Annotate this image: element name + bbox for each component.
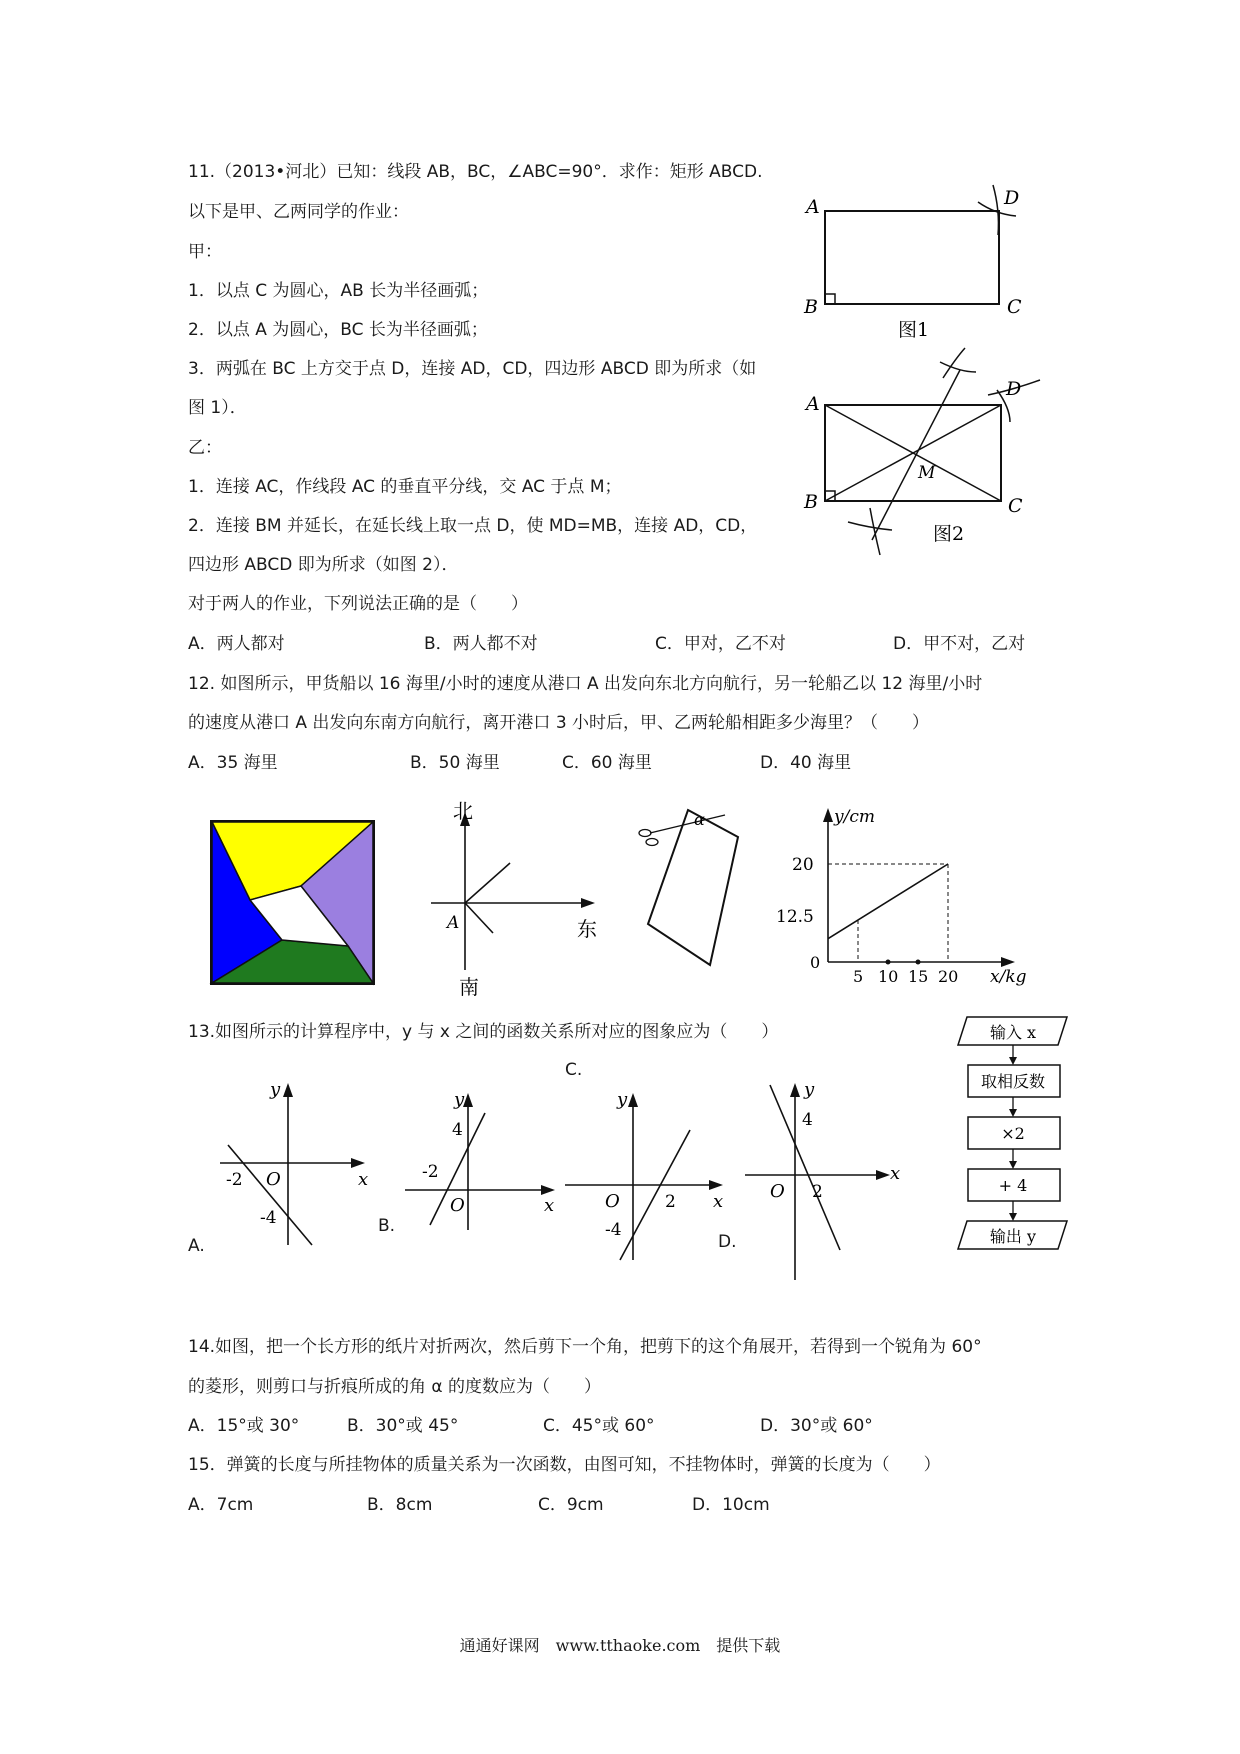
fig1-label-a: A xyxy=(806,196,820,218)
q12-line: 12. 如图所示，甲货船以 16 海里/小时的速度从港口 A 出发向东北方向航行，另一轮船乙以 12 海里/小时 xyxy=(188,674,983,694)
option-a: A．7cm xyxy=(188,1495,254,1515)
flow-negate: 取相反数 xyxy=(980,1072,1046,1091)
graph-a xyxy=(220,1075,380,1255)
option-d: D．甲不对，乙对 xyxy=(893,634,1026,654)
option-d: D．10cm xyxy=(692,1495,770,1515)
option-a: A．35 海里 xyxy=(188,753,278,773)
fig2-label-b: B xyxy=(804,491,818,513)
spring-graph xyxy=(776,800,1030,990)
graph-b-x: x xyxy=(544,1195,555,1216)
page-footer: 通通好课网 www.tthaoke.com 提供下载 xyxy=(459,1636,781,1655)
fig2-label-m: M xyxy=(918,463,936,483)
option-b: B．8cm xyxy=(367,1495,433,1515)
flow-output: 输出 y xyxy=(989,1227,1037,1246)
fig1-label-c: C xyxy=(1007,296,1022,318)
graph-a-label: A. xyxy=(188,1236,205,1256)
graph-d-x: x xyxy=(890,1163,901,1184)
option-d: D．40 海里 xyxy=(760,753,852,773)
option-d: D．30°或 60° xyxy=(760,1416,873,1436)
compass-south: 南 xyxy=(459,975,479,999)
figure-1 xyxy=(800,180,1040,345)
option-b: B．两人都不对 xyxy=(424,634,538,654)
compass-origin: A xyxy=(447,913,460,933)
graph-c xyxy=(565,1085,735,1265)
graph-d-label: D. xyxy=(718,1232,737,1252)
graph-c-xintercept: 2 xyxy=(665,1192,676,1212)
fig1-label-b: B xyxy=(804,296,818,318)
option-a: A．15°或 30° xyxy=(188,1416,300,1436)
figure-2 xyxy=(800,350,1060,560)
spring-ytick: 12.5 xyxy=(776,907,814,927)
spring-ylabel: y/cm xyxy=(834,807,875,827)
fig2-label-d: D xyxy=(1006,378,1022,400)
fig1-label-d: D xyxy=(1004,187,1020,209)
q15-line: 15．弹簧的长度与所挂物体的质量关系为一次函数，由图可知，不挂物体时，弹簧的长度为（ ） xyxy=(188,1455,941,1475)
graph-b-y: y xyxy=(454,1089,465,1110)
q11-line: 2．以点 A 为圆心，BC 长为半径画弧； xyxy=(188,320,488,340)
q11-line: 四边形 ABCD 即为所求（如图 2）． xyxy=(188,555,459,575)
q11-line: 3．两弧在 BC 上方交于点 D，连接 AD，CD，四边形 ABCD 即为所求（如 xyxy=(188,359,757,379)
graph-d-xintercept: 2 xyxy=(812,1182,823,1202)
compass-north: 北 xyxy=(453,799,473,823)
spring-xtick: 5 xyxy=(853,967,864,986)
fig2-caption: 图2 xyxy=(933,523,965,545)
flowchart xyxy=(955,1015,1075,1285)
option-c: C．60 海里 xyxy=(562,753,652,773)
alpha-label: α xyxy=(694,810,705,829)
compass-figure xyxy=(425,800,605,1000)
q11-line: 1．连接 AC，作线段 AC 的垂直平分线，交 AC 于点 M； xyxy=(188,477,622,497)
q14-line: 的菱形，则剪口与折痕所成的角 α 的度数应为（ ） xyxy=(188,1377,602,1397)
q11-line: 甲： xyxy=(188,242,222,262)
graph-d-origin: O xyxy=(770,1181,785,1202)
fig2-label-c: C xyxy=(1008,495,1023,517)
option-c: C．45°或 60° xyxy=(543,1416,655,1436)
spring-ytick: 20 xyxy=(792,855,814,875)
spring-xlabel: x/kg xyxy=(990,967,1027,987)
q11-line: 对于两人的作业，下列说法正确的是（ ） xyxy=(188,594,528,614)
graph-b xyxy=(400,1085,560,1235)
graph-a-yintercept: -4 xyxy=(260,1208,277,1228)
q11-line: 11.（2013•河北）已知：线段 AB，BC，∠ABC=90°．求作：矩形 ABCD. xyxy=(188,162,763,182)
fig1-caption: 图1 xyxy=(898,319,930,341)
q13-line: 13.如图所示的计算程序中，y 与 x 之间的函数关系所对应的图象应为（ ） xyxy=(188,1022,779,1042)
graph-b-origin: O xyxy=(450,1195,465,1216)
graph-c-x: x xyxy=(713,1191,724,1212)
graph-a-x: x xyxy=(358,1169,369,1190)
fig2-label-a: A xyxy=(806,393,820,415)
option-b: B．50 海里 xyxy=(410,753,500,773)
q11-line: 1．以点 C 为圆心，AB 长为半径画弧； xyxy=(188,281,489,301)
graph-a-xintercept: -2 xyxy=(226,1170,243,1190)
q12-line: 的速度从港口 A 出发向东南方向航行，离开港口 3 小时后，甲、乙两轮船相距多少海里？（ ） xyxy=(188,713,930,733)
flow-plus4: + 4 xyxy=(998,1176,1028,1195)
graph-a-origin: O xyxy=(266,1169,281,1190)
option-c: C．甲对，乙不对 xyxy=(655,634,786,654)
spring-xtick: 0 xyxy=(810,953,821,972)
graph-d-y: y xyxy=(804,1079,815,1100)
graph-a-y: y xyxy=(270,1079,281,1100)
graph-c-y: y xyxy=(617,1089,628,1110)
folded-paper-figure xyxy=(630,800,750,975)
q11-line: 乙： xyxy=(188,438,222,458)
q11-line: 图 1）． xyxy=(188,398,247,418)
option-c: C．9cm xyxy=(538,1495,604,1515)
option-a: A．两人都对 xyxy=(188,634,285,654)
graph-b-label: B. xyxy=(378,1216,396,1236)
q11-line: 以下是甲、乙两同学的作业： xyxy=(188,202,409,222)
graph-b-yintercept: 4 xyxy=(452,1120,463,1140)
flow-input: 输入 x xyxy=(989,1023,1037,1042)
q14-line: 14.如图，把一个长方形的纸片对折两次，然后剪下一个角，把剪下的这个角展开，若得到一个锐角为 60° xyxy=(188,1337,982,1357)
option-b: B．30°或 45° xyxy=(347,1416,459,1436)
compass-east: 东 xyxy=(577,917,597,941)
graph-c-origin: O xyxy=(605,1191,620,1212)
flow-times2: ×2 xyxy=(1001,1124,1025,1143)
graph-c-label: C. xyxy=(565,1060,583,1080)
q11-line: 2．连接 BM 并延长，在延长线上取一点 D，使 MD=MB，连接 AD，CD， xyxy=(188,516,758,536)
pythagoras-square-figure xyxy=(210,820,376,986)
spring-xtick: 15 xyxy=(908,967,929,986)
spring-xtick: 10 xyxy=(878,967,899,986)
graph-d xyxy=(740,1075,910,1285)
spring-xtick: 20 xyxy=(938,967,959,986)
graph-c-yintercept: -4 xyxy=(605,1220,622,1240)
graph-b-xintercept: -2 xyxy=(422,1162,439,1182)
graph-d-yintercept: 4 xyxy=(802,1110,813,1130)
